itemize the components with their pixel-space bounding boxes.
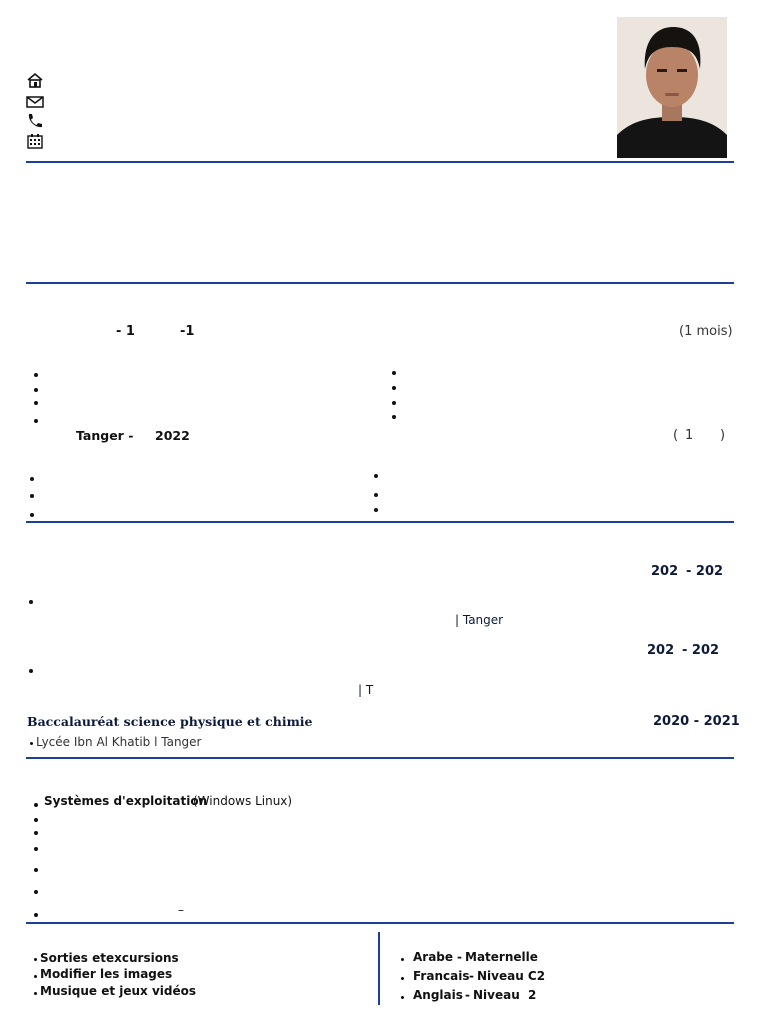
bullet bbox=[34, 975, 37, 978]
job1-dash-two: -1 bbox=[180, 324, 195, 339]
skill-os-value: (Windows Linux) bbox=[193, 794, 293, 808]
bullet bbox=[392, 401, 396, 405]
bullet bbox=[34, 890, 38, 894]
bullet bbox=[34, 958, 37, 961]
job2-paren-open: ( bbox=[673, 428, 679, 443]
interest-item: Sorties etexcursions bbox=[40, 951, 179, 965]
section-divider bbox=[26, 161, 734, 163]
bullet bbox=[401, 996, 404, 999]
bullet bbox=[30, 513, 34, 517]
language-level-extra: 2 bbox=[528, 988, 537, 1002]
bullet bbox=[34, 992, 37, 995]
bac-years: 2020 - 2021 bbox=[653, 714, 740, 729]
job1-duration: (1 mois) bbox=[679, 324, 733, 339]
edu1-place: | Tanger bbox=[455, 613, 504, 627]
edu1-year-start: 202 bbox=[651, 564, 679, 579]
home-icon bbox=[26, 72, 44, 88]
bullet bbox=[34, 847, 38, 851]
edu2-place: | T bbox=[358, 683, 374, 697]
bullet bbox=[34, 401, 38, 405]
bullet bbox=[34, 831, 38, 835]
phone-icon bbox=[26, 113, 44, 129]
bullet bbox=[34, 373, 38, 377]
job2-year: 2022 bbox=[155, 428, 190, 443]
language-name: Anglais bbox=[413, 988, 463, 1002]
bullet bbox=[34, 818, 38, 822]
language-sep: - bbox=[469, 969, 474, 983]
section-divider bbox=[26, 757, 734, 759]
bullet bbox=[34, 388, 38, 392]
bullet bbox=[374, 493, 378, 497]
mail-icon bbox=[26, 94, 44, 110]
job2-city: Tanger - bbox=[76, 428, 134, 443]
bullet bbox=[30, 742, 33, 745]
bac-title: Baccalauréat science physique et chimie bbox=[27, 714, 313, 729]
skill-dash: – bbox=[178, 903, 184, 917]
job1-dash-one: - 1 bbox=[116, 324, 135, 339]
bullet bbox=[30, 477, 34, 481]
bullet bbox=[374, 474, 378, 478]
edu2-year-start: 202 bbox=[647, 643, 675, 658]
interest-item: Musique et jeux vidéos bbox=[40, 984, 197, 998]
job2-duration-num: 1 bbox=[685, 428, 694, 443]
bullet bbox=[401, 977, 404, 980]
bullet bbox=[34, 803, 38, 807]
bullet bbox=[30, 494, 34, 498]
bullet bbox=[34, 868, 38, 872]
bullet bbox=[29, 669, 33, 673]
bullet bbox=[34, 913, 38, 917]
bullet bbox=[374, 508, 378, 512]
language-name: Francais bbox=[413, 969, 470, 983]
bac-school: Lycée Ibn Al Khatib l Tanger bbox=[36, 735, 202, 749]
section-divider bbox=[26, 521, 734, 523]
bullet bbox=[392, 371, 396, 375]
edu2-year-end: - 202 bbox=[682, 643, 720, 658]
bullet bbox=[29, 600, 33, 604]
language-sep: - bbox=[465, 988, 470, 1002]
language-sep: - bbox=[457, 950, 462, 964]
job2-paren-close: ) bbox=[720, 428, 726, 443]
language-name: Arabe bbox=[413, 950, 454, 964]
column-divider bbox=[378, 932, 380, 1005]
skill-os-label: Systèmes d'exploitation bbox=[44, 794, 208, 808]
language-level: Niveau C2 bbox=[477, 969, 546, 983]
edu1-year-end: - 202 bbox=[686, 564, 724, 579]
section-divider bbox=[26, 282, 734, 284]
bullet bbox=[392, 415, 396, 419]
profile-photo bbox=[617, 17, 727, 158]
bullet bbox=[401, 958, 404, 961]
language-level: Niveau bbox=[473, 988, 520, 1002]
language-level: Maternelle bbox=[465, 950, 538, 964]
bullet bbox=[392, 386, 396, 390]
section-divider bbox=[26, 922, 734, 924]
bullet bbox=[34, 419, 38, 423]
calendar-icon bbox=[26, 133, 44, 149]
interest-item: Modifier les images bbox=[40, 967, 173, 981]
